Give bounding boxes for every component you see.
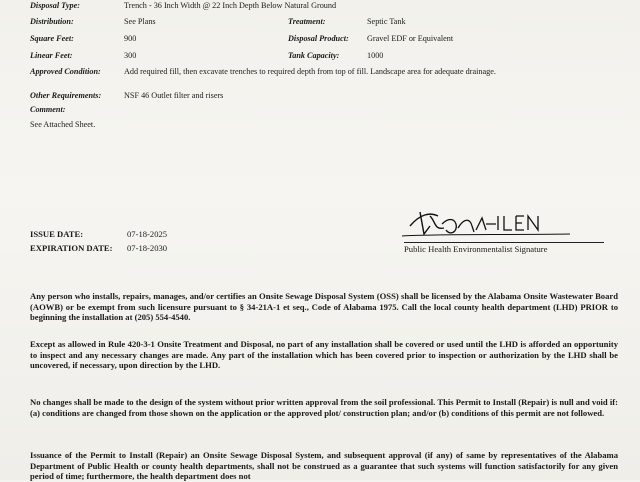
approved-condition-label: Approved Condition: <box>30 67 101 76</box>
other-requirements-value: NSF 46 Outlet filter and risers <box>124 91 224 100</box>
approved-condition-value: Add required fill, then excavate trenches to required depth from top of fill. Landscape area for adequate drainage. <box>124 67 496 76</box>
other-requirements-label: Other Requirements: <box>30 91 102 100</box>
expiration-date-value: 07-18-2030 <box>127 243 168 253</box>
comment-value: See Attached Sheet. <box>30 120 96 129</box>
licensing-paragraph: Any person who installs, repairs, manages, and/or certifies an Onsite Sewage Disposal System (OSS) shall be licensed by the Alabama Onsite Wastewater Board (AOWB) or be exempt from such licensure pursuant to § 34-21A-1 et seq., Code of Alabama 1975. Call the local county health department (LHD) PRIOR to beginning the installation at (205) 554-4540. <box>30 291 618 323</box>
linear-feet-value: 300 <box>124 51 137 60</box>
inspection-paragraph: Except as allowed in Rule 420-3-1 Onsite Treatment and Disposal, no part of any installation shall be covered or used until the LHD is afforded an opportunity to inspect and any necessary changes are made. Any part of the installation which has been covered prior to inspection or authorization by the LHD shall be uncovered, if necessary, upon direction by the LHD. <box>30 339 618 371</box>
signature-line <box>404 242 604 243</box>
tank-capacity-value: 1000 <box>367 51 384 60</box>
changes-paragraph: No changes shall be made to the design of the system without prior written approval from the soil professional. This Permit to Install (Repair) is null and void if: (a) conditions are changed from those shown on the application or the approved plot/ construction plan; and/or (b) conditions of this permit are not followed. <box>30 397 618 418</box>
disposal-type-value: Trench - 36 Inch Width @ 22 Inch Depth Below Natural Ground <box>124 1 337 10</box>
handwritten-signature <box>400 204 580 244</box>
square-feet-label: Square Feet: <box>30 34 74 43</box>
issue-date-label: ISSUE DATE: <box>30 229 84 239</box>
issuance-paragraph: Issuance of the Permit to Install (Repair) an Onsite Sewage Disposal System, and subsequent approval (if any) of same by representatives of the Alabama Department of Public Health or county health departments, shall not be construed as a guarantee that such systems will function satisfactorily for any given period of time; furthermore, the health department does not <box>30 450 618 482</box>
disposal-type-row <box>30 1 80 11</box>
disposal-product-value: Gravel EDF or Equivalent <box>367 34 454 43</box>
tank-capacity-label: Tank Capacity: <box>288 51 340 60</box>
comment-label: Comment: <box>30 105 66 114</box>
disposal-product-label: Disposal Product: <box>288 34 349 43</box>
signature-caption: Public Health Environmentalist Signature <box>404 244 548 254</box>
treatment-label: Treatment: <box>288 17 326 26</box>
linear-feet-label: Linear Feet: <box>30 51 73 60</box>
expiration-date-label: EXPIRATION DATE: <box>30 243 113 253</box>
treatment-value: Septic Tank <box>367 17 406 26</box>
disposal-type-label: Disposal Type: <box>30 1 80 10</box>
distribution-value: See Plans <box>124 17 156 26</box>
square-feet-value: 900 <box>124 34 137 43</box>
issue-date-value: 07-18-2025 <box>127 229 168 239</box>
distribution-label: Distribution: <box>30 17 74 26</box>
